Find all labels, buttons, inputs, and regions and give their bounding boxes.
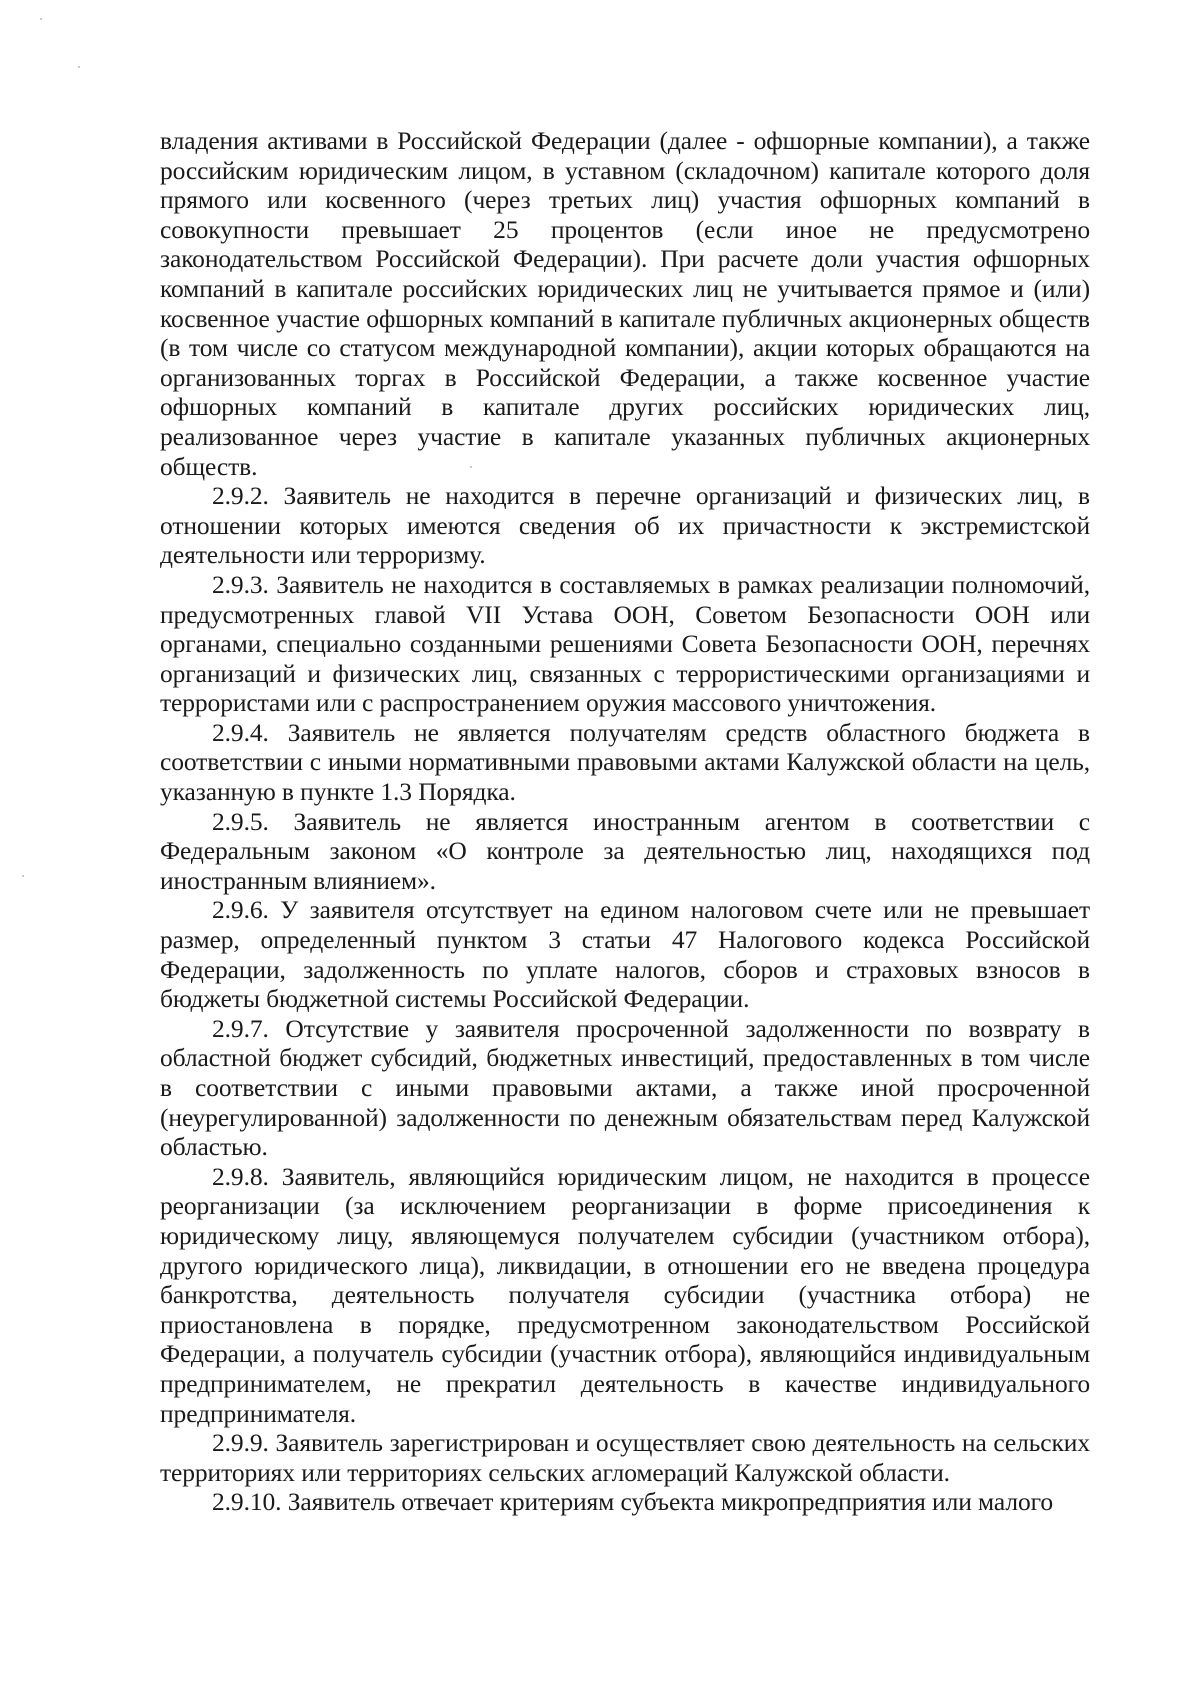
document-text: [160, 126, 1090, 1517]
paragraph-2-9-2: 2.9.2. Заявитель не находится в перечне организаций и физических лиц, в отношении которых имеются сведения об их причастности к экстремистской деятельности или терроризму.: [160, 481, 1090, 570]
paragraph-2-9-9: 2.9.9. Заявитель зарегистрирован и осуществляет свою деятельность на сельских территориях или территориях сельских агломераций Калужской области.: [160, 1428, 1090, 1487]
paragraph-2-9-3: 2.9.3. Заявитель не находится в составляемых в рамках реализации полномочий, предусмотренных главой VII Устава ООН, Советом Безопасности ООН или органами, специально созданными решениями Совета Безопасности ООН, перечнях организаций и физических лиц, связанных с террористическими организациями и террористами или с распространением оружия массового уничтожения.: [160, 569, 1090, 718]
paragraph-2-9-5: 2.9.5. Заявитель не является иностранным агентом в соответствии с Федеральным законом «О контроле за деятельностью лиц, находящихся под иностранным влиянием».: [160, 806, 1090, 895]
scan-speck: [40, 18, 42, 20]
scan-speck: [78, 66, 80, 68]
paragraph-2-9-4: 2.9.4. Заявитель не является получателям средств областного бюджета в соответствии с иными нормативными правовыми актами Калужской области на цель, указанную в пункте 1.3 Порядка.: [160, 717, 1090, 807]
paragraph-2-9-6: 2.9.6. У заявителя отсутствует на едином налоговом счете или не превышает размер, определенный пунктом 3 статьи 47 Налогового кодекса Российской Федерации, задолженность по уплате налогов, сборов и страховых взносов в бюджеты бюджетной системы Российской Федерации.: [160, 895, 1090, 1014]
paragraph-2-9-7: 2.9.7. Отсутствие у заявителя просроченной задолженности по возврату в областной бюджет субсидий, бюджетных инвестиций, предоставленных в том числе в соответствии с иными правовыми актами, а также иной просроченной (неурегулированной) задолженности по денежным обязательствам перед Калужской областью.: [160, 1013, 1090, 1162]
paragraph-continuation: владения активами в Российской Федерации (далее - офшорные компании), а также российским юридическим лицом, в уставном (складочном) капитале которого доля прямого или косвенного (через третьих лиц) участия офшорных компаний в совокупности превышает 25 процентов (если иное не предусмотрено законодательством Российской Федерации). При расчете доли участия офшорных компаний в капитале российских юридических лиц не учитывается прямое и (или) косвенное участие офшорных компаний в капитале публичных акционерных обществ (в том числе со статусом международной компании), акции которых обращаются на организованных торгах в Российской Федерации, а также косвенное участие офшорных компаний в капитале других российских юридических лиц, реализованное через участие в капитале указанных публичных акционерных обществ.: [160, 126, 1090, 481]
scan-speck: [22, 875, 24, 877]
paragraph-2-9-10: 2.9.10. Заявитель отвечает критериям субъекта микропредприятия или малого: [212, 1487, 1053, 1517]
paragraph-2-9-8: 2.9.8. Заявитель, являющийся юридическим лицом, не находится в процессе реорганизации (за исключением реорганизации в форме присоединения к юридическому лицу, являющемуся получателем субсидии (участником отбора), другого юридического лица), ликвидации, в отношении его не введена процедура банкротства, деятельность получателя субсидии (участника отбора) не приостановлена в порядке, предусмотренном законодательством Российской Федерации, а получатель субсидии (участник отбора), являющийся индивидуальным предпринимателем, не прекратил деятельность в качестве индивидуального предпринимателя.: [160, 1161, 1090, 1428]
